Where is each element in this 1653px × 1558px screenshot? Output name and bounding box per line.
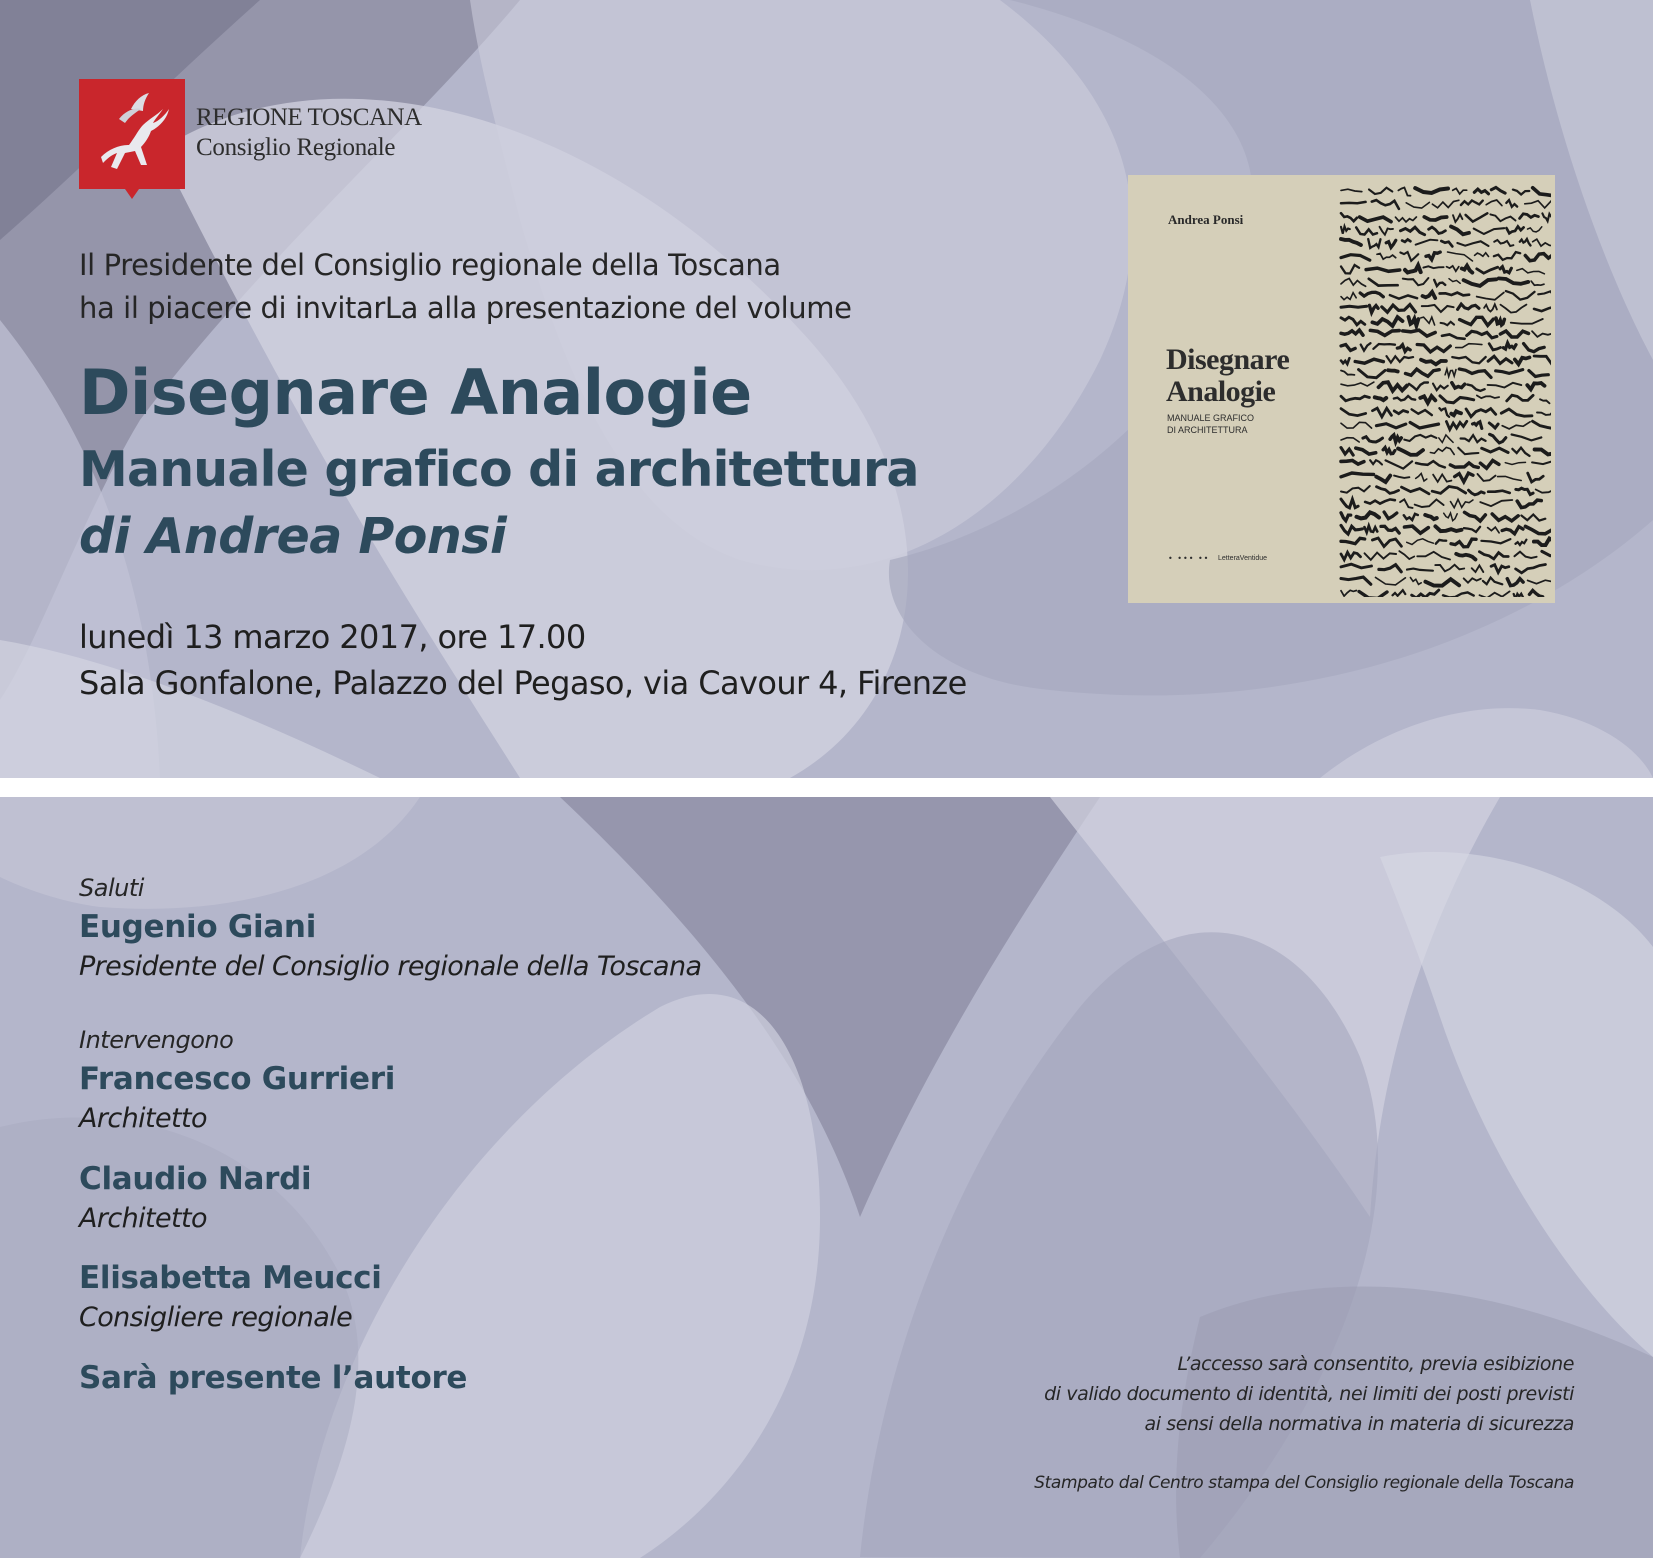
invitation-top-panel bbox=[0, 0, 1653, 778]
speaker-role: Presidente del Consiglio regionale della Toscana bbox=[79, 951, 702, 982]
book-title: Disegnare Analogie bbox=[79, 356, 752, 429]
access-note-line-3: ai sensi della normativa in materia di sicurezza bbox=[1144, 1413, 1574, 1435]
cover-title-line-2: Analogie bbox=[1166, 375, 1276, 408]
cover-subtitle-line-1: MANUALE GRAFICO bbox=[1167, 413, 1255, 423]
invitation-line-2: ha il piacere di invitarLa alla presentazione del volume bbox=[79, 291, 852, 325]
speaker-role: Architetto bbox=[79, 1203, 207, 1234]
book-subtitle: Manuale grafico di architettura bbox=[79, 441, 919, 498]
logo-title: REGIONE TOSCANA bbox=[196, 104, 422, 131]
cover-author: Andrea Ponsi bbox=[1168, 212, 1244, 227]
speaker-name: Claudio Nardi bbox=[79, 1161, 312, 1197]
access-note-line-1: L’accesso sarà consentito, previa esibizione bbox=[1177, 1353, 1574, 1375]
printer-credit: Stampato dal Centro stampa del Consiglio regionale della Toscana bbox=[1034, 1473, 1574, 1493]
invitation-line-1: Il Presidente del Consiglio regionale della Toscana bbox=[79, 248, 781, 282]
event-date-time: lunedì 13 marzo 2017, ore 17.00 bbox=[79, 618, 586, 656]
speaker-name: Elisabetta Meucci bbox=[79, 1260, 382, 1296]
speaker-name: Francesco Gurrieri bbox=[79, 1061, 396, 1097]
speaker-role: Architetto bbox=[79, 1103, 207, 1134]
speaker-name: Eugenio Giani bbox=[79, 909, 317, 945]
greetings-label: Saluti bbox=[79, 874, 144, 902]
speaker-role: Consigliere regionale bbox=[79, 1302, 353, 1333]
pegasus-shield-icon bbox=[79, 79, 185, 199]
cover-subtitle-line-2: DI ARCHITETTURA bbox=[1167, 425, 1248, 435]
calligraphic-drawing-icon bbox=[1339, 181, 1551, 597]
access-note-line-2: di valido documento di identità, nei limiti dei posti previsti bbox=[1044, 1383, 1574, 1405]
author-present-note: Sarà presente l’autore bbox=[79, 1360, 468, 1396]
logo-subtitle: Consiglio Regionale bbox=[196, 134, 396, 161]
event-location: Sala Gonfalone, Palazzo del Pegaso, via Cavour 4, Firenze bbox=[79, 664, 967, 702]
book-cover-image bbox=[1128, 175, 1555, 603]
publisher-logo-dots: • ••• •• bbox=[1168, 554, 1210, 563]
cover-publisher: LetteraVentidue bbox=[1218, 555, 1268, 562]
speakers-label: Intervengono bbox=[79, 1026, 234, 1054]
cover-title-line-1: Disegnare bbox=[1166, 343, 1290, 376]
book-author: di Andrea Ponsi bbox=[79, 508, 507, 565]
